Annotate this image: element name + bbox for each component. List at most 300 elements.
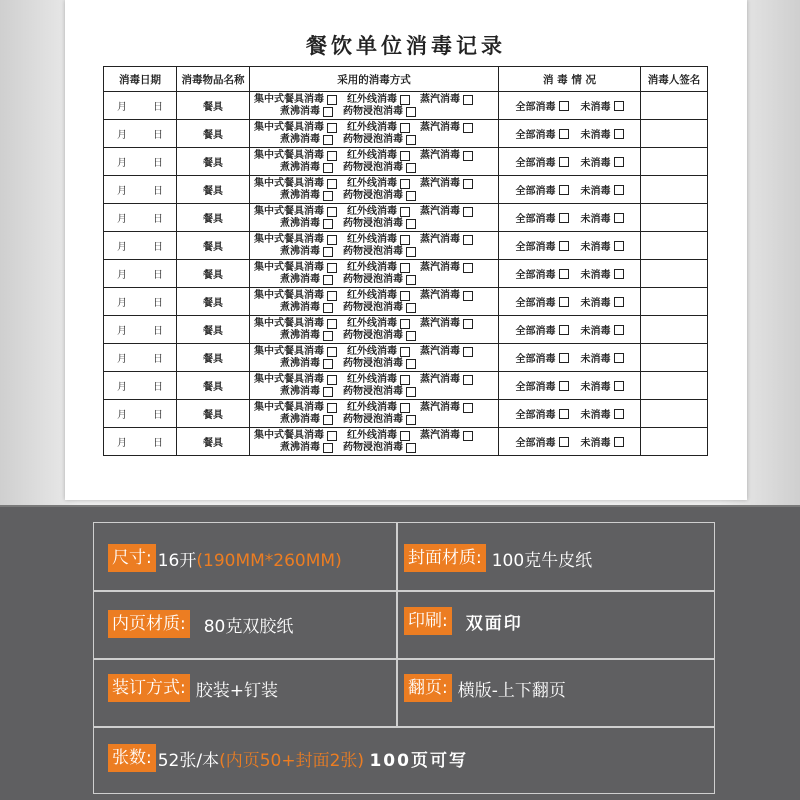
- method-option-label: 红外线消毒: [347, 429, 397, 441]
- header-item: 消毒物品名称: [177, 67, 250, 92]
- checkbox[interactable]: [400, 123, 410, 133]
- month-label: 月: [117, 270, 127, 281]
- checkbox[interactable]: [400, 235, 410, 245]
- month-label: 月: [117, 102, 127, 113]
- table-row: [104, 204, 708, 232]
- status-option-label: 全部消毒: [515, 270, 556, 281]
- status-cell: [499, 204, 641, 232]
- checkbox[interactable]: [406, 163, 416, 173]
- month-label: 月: [117, 382, 127, 393]
- checkbox[interactable]: [463, 179, 473, 189]
- method-option-label: 煮沸消毒: [280, 133, 320, 145]
- checkbox[interactable]: [614, 129, 624, 139]
- status-cell: [499, 232, 641, 260]
- method-option-label: 煮沸消毒: [280, 329, 320, 341]
- checkbox[interactable]: [400, 263, 410, 273]
- spec-cover-value: 100克牛皮纸: [491, 550, 593, 571]
- method-option-label: 集中式餐具消毒: [254, 121, 324, 133]
- method-option-label: 蒸汽消毒: [420, 317, 460, 329]
- checkbox[interactable]: [463, 347, 473, 357]
- table-row: [104, 92, 708, 120]
- method-option-label: 集中式餐具消毒: [254, 261, 324, 273]
- method-option-label: 药物浸泡消毒: [343, 273, 403, 285]
- month-label: 月: [117, 438, 127, 449]
- status-option-label: 全部消毒: [515, 298, 556, 309]
- method-option-label: 集中式餐具消毒: [254, 401, 324, 413]
- method-cell: [250, 232, 499, 260]
- checkbox[interactable]: [400, 151, 410, 161]
- checkbox[interactable]: [614, 325, 624, 335]
- method-option-label: 集中式餐具消毒: [254, 149, 324, 161]
- method-option-label: 蒸汽消毒: [420, 93, 460, 105]
- day-label: 日: [153, 186, 163, 197]
- method-option-label: 药物浸泡消毒: [343, 161, 403, 173]
- item-cell: 餐具: [177, 372, 250, 400]
- checkbox[interactable]: [406, 247, 416, 257]
- method-option-label: 药物浸泡消毒: [343, 245, 403, 257]
- method-option-label: 蒸汽消毒: [420, 401, 460, 413]
- checkbox[interactable]: [614, 101, 624, 111]
- signature-cell[interactable]: [641, 204, 708, 232]
- method-cell: [250, 316, 499, 344]
- spec-sheets-detail: (内页50+封面2张): [219, 750, 365, 771]
- spec-flip-label: 翻页:: [404, 674, 452, 702]
- method-option-label: 红外线消毒: [347, 149, 397, 161]
- checkbox[interactable]: [400, 95, 410, 105]
- checkbox[interactable]: [559, 213, 569, 223]
- table-row: [104, 176, 708, 204]
- checkbox[interactable]: [327, 151, 337, 161]
- checkbox[interactable]: [323, 107, 333, 117]
- status-option-label: 全部消毒: [515, 438, 556, 449]
- method-option-label: 煮沸消毒: [280, 217, 320, 229]
- signature-cell[interactable]: [641, 260, 708, 288]
- signature-cell[interactable]: [641, 232, 708, 260]
- method-option-label: 煮沸消毒: [280, 413, 320, 425]
- day-label: 日: [153, 382, 163, 393]
- date-cell[interactable]: [104, 176, 177, 204]
- method-option-label: 红外线消毒: [347, 345, 397, 357]
- header-method: 采用的消毒方式: [250, 67, 499, 92]
- checkbox[interactable]: [614, 353, 624, 363]
- method-option-label: 蒸汽消毒: [420, 289, 460, 301]
- method-option-label: 红外线消毒: [347, 233, 397, 245]
- status-cell: [499, 288, 641, 316]
- checkbox[interactable]: [400, 291, 410, 301]
- status-cell: [499, 428, 641, 456]
- checkbox[interactable]: [559, 269, 569, 279]
- checkbox[interactable]: [463, 123, 473, 133]
- checkbox[interactable]: [400, 347, 410, 357]
- method-option-label: 药物浸泡消毒: [343, 133, 403, 145]
- method-option-label: 煮沸消毒: [280, 105, 320, 117]
- method-option-label: 红外线消毒: [347, 373, 397, 385]
- checkbox[interactable]: [463, 375, 473, 385]
- status-option-label: 未消毒: [580, 214, 611, 225]
- checkbox[interactable]: [614, 157, 624, 167]
- checkbox[interactable]: [323, 443, 333, 453]
- status-cell: [499, 148, 641, 176]
- checkbox[interactable]: [327, 179, 337, 189]
- month-label: 月: [117, 354, 127, 365]
- checkbox[interactable]: [406, 443, 416, 453]
- checkbox[interactable]: [406, 275, 416, 285]
- checkbox[interactable]: [323, 191, 333, 201]
- status-cell: [499, 176, 641, 204]
- table-row: [104, 372, 708, 400]
- checkbox[interactable]: [463, 207, 473, 217]
- checkbox[interactable]: [463, 95, 473, 105]
- status-option-label: 未消毒: [580, 102, 611, 113]
- method-option-label: 蒸汽消毒: [420, 233, 460, 245]
- checkbox[interactable]: [327, 235, 337, 245]
- record-sheet: [65, 0, 747, 500]
- day-label: 日: [153, 326, 163, 337]
- checkbox[interactable]: [406, 359, 416, 369]
- signature-cell[interactable]: [641, 288, 708, 316]
- checkbox[interactable]: [406, 415, 416, 425]
- method-option-label: 集中式餐具消毒: [254, 233, 324, 245]
- checkbox[interactable]: [559, 409, 569, 419]
- method-option-label: 集中式餐具消毒: [254, 429, 324, 441]
- checkbox[interactable]: [323, 135, 333, 145]
- header-status: 消 毒 情 况: [499, 67, 641, 92]
- checkbox[interactable]: [614, 241, 624, 251]
- day-label: 日: [153, 242, 163, 253]
- month-label: 月: [117, 158, 127, 169]
- table-row: [104, 260, 708, 288]
- checkbox[interactable]: [614, 297, 624, 307]
- status-option-label: 全部消毒: [515, 382, 556, 393]
- method-cell: [250, 428, 499, 456]
- checkbox[interactable]: [559, 101, 569, 111]
- checkbox[interactable]: [327, 375, 337, 385]
- status-option-label: 未消毒: [580, 382, 611, 393]
- header-date: 消毒日期: [104, 67, 177, 92]
- divider: [0, 505, 800, 507]
- checkbox[interactable]: [406, 107, 416, 117]
- date-cell[interactable]: [104, 204, 177, 232]
- day-label: 日: [153, 410, 163, 421]
- spec-flip-value: 横版-上下翻页: [457, 680, 566, 701]
- spec-print: [404, 604, 523, 638]
- status-cell: [499, 372, 641, 400]
- date-cell[interactable]: [104, 316, 177, 344]
- spec-divider: [93, 590, 715, 592]
- checkbox[interactable]: [463, 235, 473, 245]
- day-label: 日: [153, 158, 163, 169]
- day-label: 日: [153, 270, 163, 281]
- checkbox[interactable]: [614, 213, 624, 223]
- checkbox[interactable]: [400, 375, 410, 385]
- signature-cell[interactable]: [641, 176, 708, 204]
- method-option-label: 煮沸消毒: [280, 357, 320, 369]
- month-label: 月: [117, 410, 127, 421]
- method-option-label: 集中式餐具消毒: [254, 345, 324, 357]
- checkbox[interactable]: [327, 123, 337, 133]
- method-option-label: 煮沸消毒: [280, 441, 320, 453]
- method-option-label: 蒸汽消毒: [420, 205, 460, 217]
- method-option-label: 煮沸消毒: [280, 385, 320, 397]
- spec-size: [108, 541, 342, 575]
- month-label: 月: [117, 298, 127, 309]
- checkbox[interactable]: [406, 191, 416, 201]
- item-cell: 餐具: [177, 176, 250, 204]
- checkbox[interactable]: [406, 331, 416, 341]
- method-option-label: 红外线消毒: [347, 317, 397, 329]
- checkbox[interactable]: [463, 319, 473, 329]
- spec-print-label: 印刷:: [404, 607, 452, 635]
- month-label: 月: [117, 214, 127, 225]
- table-row: [104, 344, 708, 372]
- method-option-label: 集中式餐具消毒: [254, 373, 324, 385]
- method-option-label: 红外线消毒: [347, 177, 397, 189]
- method-option-label: 蒸汽消毒: [420, 121, 460, 133]
- month-label: 月: [117, 130, 127, 141]
- status-option-label: 未消毒: [580, 438, 611, 449]
- checkbox[interactable]: [406, 219, 416, 229]
- checkbox[interactable]: [406, 135, 416, 145]
- spec-binding: [108, 671, 278, 705]
- spec-sheets: [108, 741, 468, 775]
- checkbox[interactable]: [323, 359, 333, 369]
- method-option-label: 红外线消毒: [347, 205, 397, 217]
- checkbox[interactable]: [559, 353, 569, 363]
- item-cell: 餐具: [177, 344, 250, 372]
- date-cell[interactable]: [104, 232, 177, 260]
- method-option-label: 蒸汽消毒: [420, 149, 460, 161]
- day-label: 日: [153, 214, 163, 225]
- spec-flip: [404, 671, 566, 705]
- method-option-label: 集中式餐具消毒: [254, 317, 324, 329]
- status-option-label: 全部消毒: [515, 354, 556, 365]
- spec-inner-label: 内页材质:: [108, 610, 190, 638]
- checkbox[interactable]: [614, 437, 624, 447]
- checkbox[interactable]: [327, 403, 337, 413]
- status-cell: [499, 120, 641, 148]
- table-row: [104, 148, 708, 176]
- checkbox[interactable]: [400, 431, 410, 441]
- spec-size-value: 16开: [157, 550, 197, 571]
- checkbox[interactable]: [323, 303, 333, 313]
- header-signature: 消毒人签名: [641, 67, 708, 92]
- date-cell[interactable]: [104, 120, 177, 148]
- checkbox[interactable]: [327, 263, 337, 273]
- method-option-label: 药物浸泡消毒: [343, 301, 403, 313]
- item-cell: 餐具: [177, 232, 250, 260]
- table-row: [104, 120, 708, 148]
- method-option-label: 红外线消毒: [347, 401, 397, 413]
- day-label: 日: [153, 130, 163, 141]
- checkbox[interactable]: [463, 403, 473, 413]
- checkbox[interactable]: [559, 381, 569, 391]
- status-option-label: 未消毒: [580, 158, 611, 169]
- checkbox[interactable]: [323, 331, 333, 341]
- checkbox[interactable]: [614, 185, 624, 195]
- method-option-label: 红外线消毒: [347, 261, 397, 273]
- item-cell: 餐具: [177, 400, 250, 428]
- method-option-label: 集中式餐具消毒: [254, 177, 324, 189]
- spec-binding-label: 装订方式:: [108, 674, 190, 702]
- spec-print-value: 双面印: [465, 613, 523, 634]
- signature-cell[interactable]: [641, 428, 708, 456]
- spec-inner-value: 80克双胶纸: [203, 616, 294, 637]
- method-option-label: 集中式餐具消毒: [254, 205, 324, 217]
- status-option-label: 全部消毒: [515, 326, 556, 337]
- checkbox[interactable]: [323, 387, 333, 397]
- table-row: [104, 400, 708, 428]
- method-option-label: 蒸汽消毒: [420, 177, 460, 189]
- checkbox[interactable]: [559, 437, 569, 447]
- table-header-row: [104, 67, 708, 92]
- date-cell[interactable]: [104, 288, 177, 316]
- method-option-label: 蒸汽消毒: [420, 345, 460, 357]
- method-option-label: 药物浸泡消毒: [343, 413, 403, 425]
- checkbox[interactable]: [327, 431, 337, 441]
- spec-cover-label: 封面材质:: [404, 544, 486, 572]
- item-cell: 餐具: [177, 428, 250, 456]
- item-cell: 餐具: [177, 288, 250, 316]
- status-option-label: 未消毒: [580, 354, 611, 365]
- item-cell: 餐具: [177, 204, 250, 232]
- checkbox[interactable]: [400, 403, 410, 413]
- day-label: 日: [153, 438, 163, 449]
- signature-cell[interactable]: [641, 400, 708, 428]
- date-cell[interactable]: [104, 92, 177, 120]
- status-option-label: 未消毒: [580, 130, 611, 141]
- method-option-label: 集中式餐具消毒: [254, 289, 324, 301]
- item-cell: 餐具: [177, 316, 250, 344]
- disinfection-record-table: [103, 66, 708, 456]
- month-label: 月: [117, 242, 127, 253]
- day-label: 日: [153, 354, 163, 365]
- status-cell: [499, 400, 641, 428]
- checkbox[interactable]: [323, 219, 333, 229]
- status-cell: [499, 260, 641, 288]
- checkbox[interactable]: [614, 381, 624, 391]
- spec-inner: [108, 607, 293, 641]
- checkbox[interactable]: [406, 387, 416, 397]
- method-option-label: 药物浸泡消毒: [343, 329, 403, 341]
- date-cell[interactable]: [104, 260, 177, 288]
- method-option-label: 蒸汽消毒: [420, 261, 460, 273]
- table-row: [104, 232, 708, 260]
- checkbox[interactable]: [327, 319, 337, 329]
- date-cell[interactable]: [104, 400, 177, 428]
- checkbox[interactable]: [323, 247, 333, 257]
- status-option-label: 全部消毒: [515, 158, 556, 169]
- method-option-label: 红外线消毒: [347, 121, 397, 133]
- method-option-label: 煮沸消毒: [280, 245, 320, 257]
- status-option-label: 全部消毒: [515, 214, 556, 225]
- method-option-label: 药物浸泡消毒: [343, 217, 403, 229]
- method-option-label: 煮沸消毒: [280, 301, 320, 313]
- spec-size-dims: (190MM*260MM): [196, 550, 342, 571]
- method-option-label: 药物浸泡消毒: [343, 385, 403, 397]
- checkbox[interactable]: [400, 319, 410, 329]
- table-row: [104, 288, 708, 316]
- method-option-label: 煮沸消毒: [280, 273, 320, 285]
- month-label: 月: [117, 186, 127, 197]
- checkbox[interactable]: [323, 163, 333, 173]
- method-cell: [250, 400, 499, 428]
- checkbox[interactable]: [559, 325, 569, 335]
- date-cell[interactable]: [104, 148, 177, 176]
- method-cell: [250, 372, 499, 400]
- signature-cell[interactable]: [641, 344, 708, 372]
- date-cell[interactable]: [104, 344, 177, 372]
- checkbox[interactable]: [463, 263, 473, 273]
- signature-cell[interactable]: [641, 120, 708, 148]
- checkbox[interactable]: [463, 291, 473, 301]
- status-option-label: 未消毒: [580, 242, 611, 253]
- document-title: 餐饮单位消毒记录: [306, 33, 506, 58]
- method-cell: [250, 148, 499, 176]
- checkbox[interactable]: [327, 347, 337, 357]
- checkbox[interactable]: [463, 151, 473, 161]
- status-option-label: 未消毒: [580, 186, 611, 197]
- date-cell[interactable]: [104, 372, 177, 400]
- method-option-label: 红外线消毒: [347, 289, 397, 301]
- signature-cell[interactable]: [641, 92, 708, 120]
- status-cell: [499, 316, 641, 344]
- status-cell: [499, 344, 641, 372]
- spec-sheets-value: 52张/本: [157, 750, 220, 771]
- signature-cell[interactable]: [641, 316, 708, 344]
- spec-binding-value: 胶装+钉装: [195, 680, 278, 701]
- status-option-label: 未消毒: [580, 410, 611, 421]
- method-option-label: 煮沸消毒: [280, 189, 320, 201]
- checkbox[interactable]: [400, 207, 410, 217]
- signature-cell[interactable]: [641, 148, 708, 176]
- checkbox[interactable]: [614, 269, 624, 279]
- checkbox[interactable]: [559, 129, 569, 139]
- checkbox[interactable]: [559, 185, 569, 195]
- checkbox[interactable]: [559, 157, 569, 167]
- method-cell: [250, 260, 499, 288]
- checkbox[interactable]: [559, 297, 569, 307]
- checkbox[interactable]: [323, 415, 333, 425]
- checkbox[interactable]: [400, 179, 410, 189]
- status-option-label: 全部消毒: [515, 130, 556, 141]
- item-cell: 餐具: [177, 92, 250, 120]
- method-option-label: 集中式餐具消毒: [254, 93, 324, 105]
- checkbox[interactable]: [559, 241, 569, 251]
- table-row: [104, 316, 708, 344]
- checkbox[interactable]: [463, 431, 473, 441]
- signature-cell[interactable]: [641, 372, 708, 400]
- spec-divider: [93, 658, 715, 660]
- item-cell: 餐具: [177, 260, 250, 288]
- date-cell[interactable]: [104, 428, 177, 456]
- status-cell: [499, 92, 641, 120]
- checkbox[interactable]: [323, 275, 333, 285]
- method-option-label: 蒸汽消毒: [420, 373, 460, 385]
- status-option-label: 全部消毒: [515, 186, 556, 197]
- checkbox[interactable]: [327, 207, 337, 217]
- spec-cover: [404, 541, 592, 575]
- checkbox[interactable]: [327, 291, 337, 301]
- checkbox[interactable]: [614, 409, 624, 419]
- method-cell: [250, 92, 499, 120]
- method-option-label: 红外线消毒: [347, 93, 397, 105]
- checkbox[interactable]: [406, 303, 416, 313]
- status-option-label: 全部消毒: [515, 242, 556, 253]
- method-option-label: 药物浸泡消毒: [343, 189, 403, 201]
- method-option-label: 蒸汽消毒: [420, 429, 460, 441]
- item-cell: 餐具: [177, 148, 250, 176]
- checkbox[interactable]: [327, 95, 337, 105]
